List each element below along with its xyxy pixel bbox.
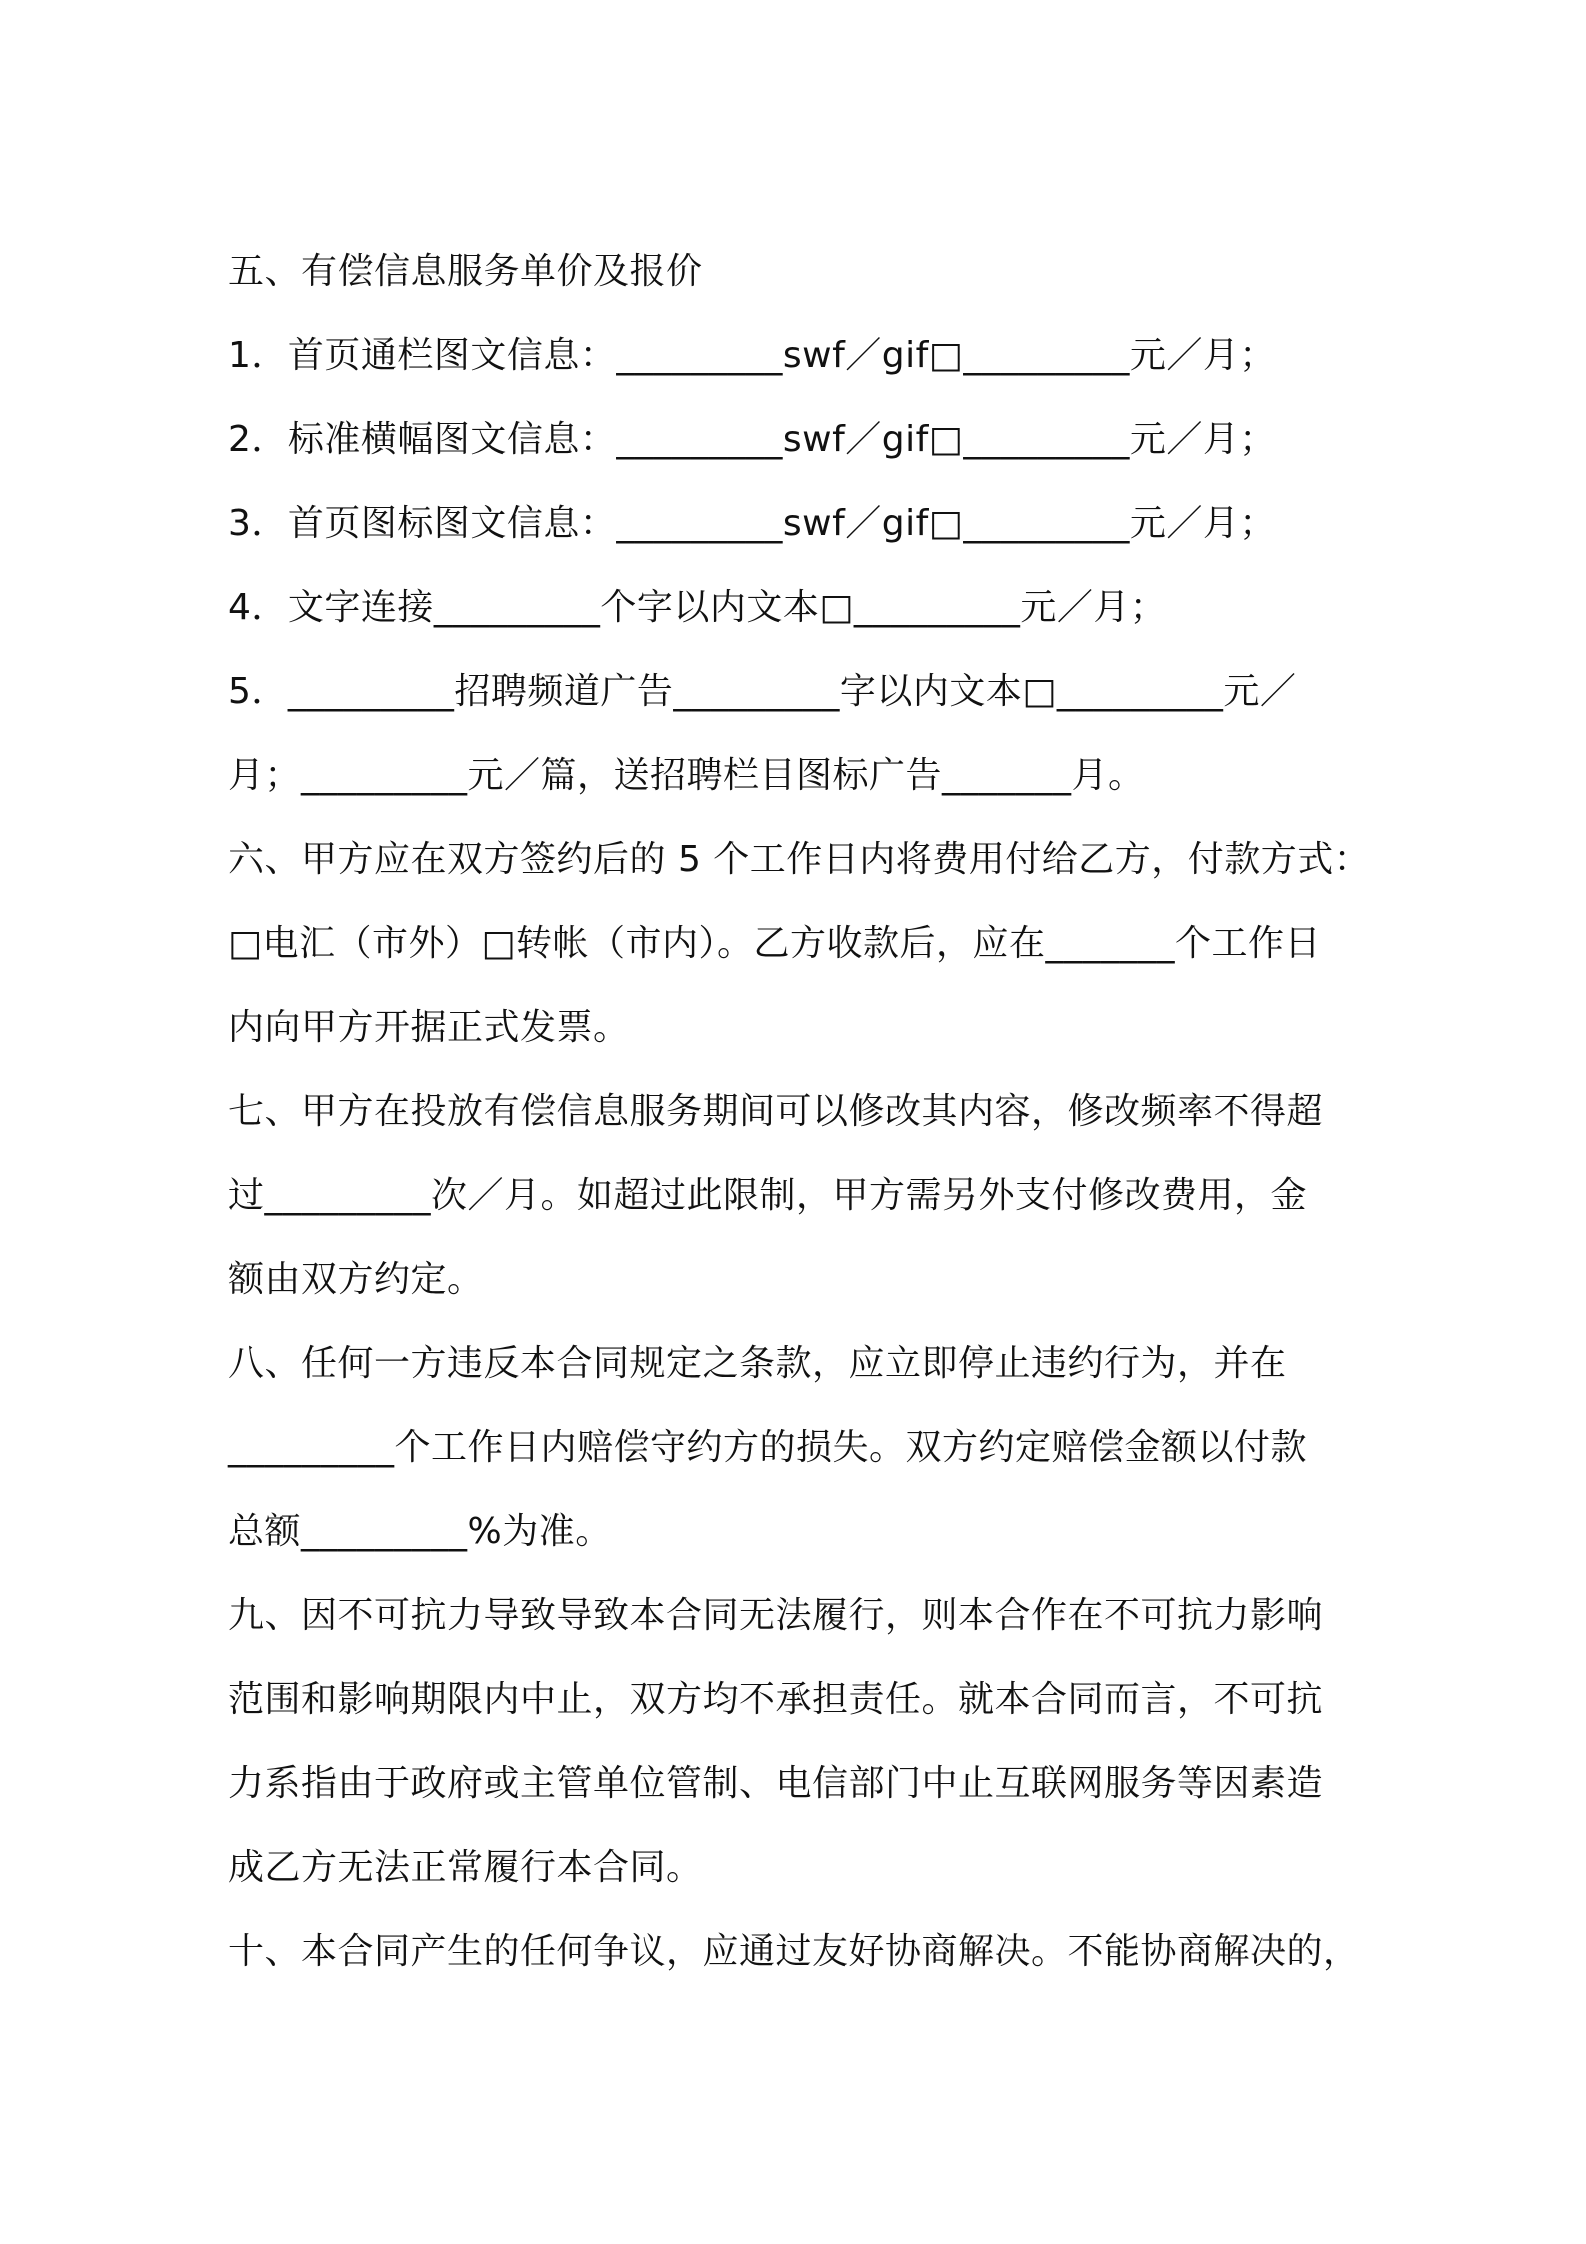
price-item-5-cont: 月；_________元／篇，送招聘栏目图标广告_______月。 — [228, 755, 1145, 796]
section-6-line-1: 六、甲方应在双方签约后的 5 个工作日内将费用付给乙方，付款方式： — [228, 839, 1371, 880]
price-item-5: 5．_________招聘频道广告_________字以内文本□_________元／ — [228, 671, 1297, 712]
section-10-line-1: 十、本合同产生的任何争议，应通过友好协商解决。不能协商解决的， — [228, 1931, 1360, 1972]
price-item-4: 4．文字连接_________个字以内文本□_________元／月； — [228, 587, 1167, 628]
section-6-line-2: □电汇（市外）□转帐（市内）。乙方收款后，应在_______个工作日 — [228, 923, 1322, 964]
document-body — [228, 230, 1371, 1994]
section-7-line-3: 额由双方约定。 — [228, 1259, 484, 1300]
section-7-line-2: 过_________次／月。如超过此限制，甲方需另外支付修改费用，金 — [228, 1175, 1308, 1216]
price-item-1: 1．首页通栏图文信息：_________swf／gif□_________元／月； — [228, 335, 1276, 376]
section-7-line-1: 七、甲方在投放有偿信息服务期间可以修改其内容，修改频率不得超 — [228, 1091, 1324, 1132]
section-9-line-3: 力系指由于政府或主管单位管制、电信部门中止互联网服务等因素造 — [228, 1763, 1324, 1804]
section-9-line-2: 范围和影响期限内中止，双方均不承担责任。就本合同而言，不可抗 — [228, 1679, 1324, 1720]
price-item-3: 3．首页图标图文信息：_________swf／gif□_________元／月； — [228, 503, 1276, 544]
price-item-2: 2．标准横幅图文信息：_________swf／gif□_________元／月； — [228, 419, 1276, 460]
section-8-line-2: _________个工作日内赔偿守约方的损失。双方约定赔偿金额以付款 — [228, 1427, 1308, 1468]
section-9-line-1: 九、因不可抗力导致导致本合同无法履行，则本合作在不可抗力影响 — [228, 1595, 1324, 1636]
section-5-heading: 五、有偿信息服务单价及报价 — [228, 251, 703, 292]
section-8-line-1: 八、任何一方违反本合同规定之条款，应立即停止违约行为，并在 — [228, 1343, 1287, 1384]
section-8-line-3: 总额_________%为准。 — [228, 1511, 612, 1552]
section-6-line-3: 内向甲方开据正式发票。 — [228, 1007, 630, 1048]
section-9-line-4: 成乙方无法正常履行本合同。 — [228, 1847, 703, 1888]
